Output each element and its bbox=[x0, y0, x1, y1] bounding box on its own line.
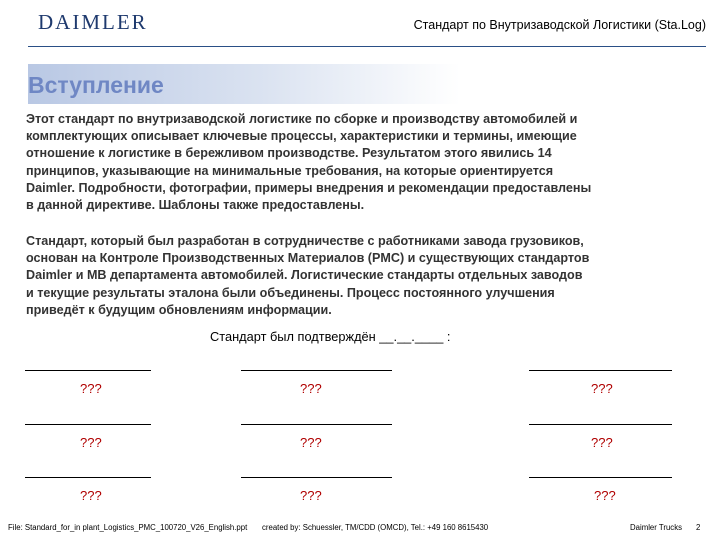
signature-line bbox=[25, 477, 151, 478]
signature-line bbox=[529, 370, 672, 371]
signature-line bbox=[529, 477, 672, 478]
signature-line bbox=[529, 424, 672, 425]
footer-author: created by: Schuessler, TM/CDD (OMCD), Tel.: +49 160 8615430 bbox=[262, 523, 489, 532]
signature-line bbox=[25, 424, 151, 425]
footer-file-name: File: Standard_for_in plant_Logistics_PMC_100720_V26_English.ppt bbox=[8, 523, 248, 532]
signatory-placeholder: ??? bbox=[80, 381, 102, 396]
signatory-placeholder: ??? bbox=[594, 488, 616, 503]
approval-statement: Стандарт был подтверждён __.__.____ : bbox=[210, 329, 451, 344]
signatory-placeholder: ??? bbox=[300, 435, 322, 450]
page-number: 2 bbox=[696, 523, 701, 532]
signatory-placeholder: ??? bbox=[591, 381, 613, 396]
signatory-placeholder: ??? bbox=[300, 381, 322, 396]
intro-paragraph-1: Этот стандарт по внутризаводской логистике по сборке и производству автомобилей и комплектующих описывает ключевые процессы, характеристики и термины, имеющие отношение к логистике в бережливом производстве. Результатом этого явились 14 принципов, указывающие на минимальные требования, на которые ориентируется Daimler. Подробности, фотографии, примеры внедрения и рекомендации предоставлены в данной директиве. Шаблоны также предоставлены. bbox=[26, 112, 592, 213]
signature-line bbox=[241, 477, 392, 478]
signature-line bbox=[25, 370, 151, 371]
signatory-placeholder: ??? bbox=[591, 435, 613, 450]
footer-company: Daimler Trucks bbox=[630, 523, 682, 532]
signatory-placeholder: ??? bbox=[80, 488, 102, 503]
header-divider bbox=[28, 46, 706, 47]
signature-line bbox=[241, 370, 392, 371]
section-title: Вступление bbox=[28, 72, 164, 98]
document-header-title: Стандарт по Внутризаводской Логистики (Sta.Log) bbox=[413, 18, 706, 32]
daimler-logo: DAIMLER bbox=[38, 10, 148, 34]
signatory-placeholder: ??? bbox=[300, 488, 322, 503]
signatory-placeholder: ??? bbox=[80, 435, 102, 450]
signature-line bbox=[241, 424, 392, 425]
intro-paragraph-2: Стандарт, который был разработан в сотрудничестве с работниками завода грузовиков, основан на Контроле Производственных Материалов (PMC) и существующих стандартов Daimler и MB департамента автомобилей. Логистические стандарты отдельных заводов и текущие результаты эталона были объединены. Процесс постоянного улучшения приведёт к будущим обновлениям информации. bbox=[26, 234, 590, 317]
